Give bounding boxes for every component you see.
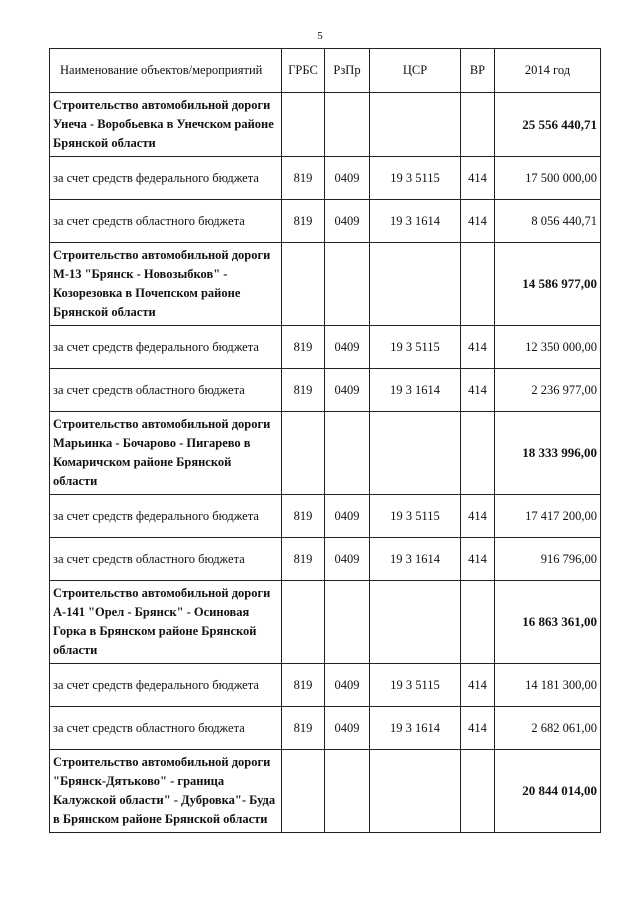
amount-cell: 14 181 300,00 <box>495 664 601 707</box>
grbs-cell: 819 <box>282 664 325 707</box>
rzpr-cell <box>325 412 370 495</box>
vr-cell <box>461 750 495 833</box>
object-name: Строительство автомобильной дороги "Брянск-Дятьково" - граница Калужской области" - Дубровка"- Буда в Брянском районе Брянской области <box>50 750 282 833</box>
amount-cell: 16 863 361,00 <box>495 581 601 664</box>
grbs-cell: 819 <box>282 538 325 581</box>
funding-row <box>50 664 601 707</box>
amount-cell: 20 844 014,00 <box>495 750 601 833</box>
vr-cell: 414 <box>461 664 495 707</box>
rzpr-cell <box>325 243 370 326</box>
csr-cell <box>370 750 461 833</box>
table-header-row <box>50 49 601 93</box>
header-rzpr: РзПр <box>325 49 370 93</box>
amount-cell: 8 056 440,71 <box>495 200 601 243</box>
grbs-cell: 819 <box>282 369 325 412</box>
object-row <box>50 750 601 833</box>
vr-cell <box>461 581 495 664</box>
object-name: Строительство автомобильной дороги М-13 "Брянск - Новозыбков" - Козорезовка в Почепском районе Брянской области <box>50 243 282 326</box>
grbs-cell <box>282 581 325 664</box>
csr-cell: 19 3 5115 <box>370 326 461 369</box>
funding-source: за счет средств областного бюджета <box>50 538 282 581</box>
funding-row <box>50 538 601 581</box>
funding-source: за счет средств областного бюджета <box>50 707 282 750</box>
rzpr-cell: 0409 <box>325 538 370 581</box>
rzpr-cell <box>325 750 370 833</box>
csr-cell: 19 3 5115 <box>370 664 461 707</box>
grbs-cell: 819 <box>282 495 325 538</box>
csr-cell <box>370 243 461 326</box>
funding-row <box>50 707 601 750</box>
amount-cell: 12 350 000,00 <box>495 326 601 369</box>
funding-row <box>50 157 601 200</box>
amount-cell: 18 333 996,00 <box>495 412 601 495</box>
csr-cell <box>370 412 461 495</box>
object-name: Строительство автомобильной дороги Унеча - Воробьевка в Унечском районе Брянской области <box>50 93 282 157</box>
rzpr-cell <box>325 93 370 157</box>
page-number: 5 <box>317 30 323 42</box>
amount-cell: 14 586 977,00 <box>495 243 601 326</box>
vr-cell: 414 <box>461 538 495 581</box>
vr-cell <box>461 412 495 495</box>
grbs-cell: 819 <box>282 326 325 369</box>
object-row <box>50 581 601 664</box>
grbs-cell: 819 <box>282 200 325 243</box>
csr-cell: 19 3 1614 <box>370 707 461 750</box>
csr-cell: 19 3 5115 <box>370 157 461 200</box>
header-name: Наименование объектов/мероприятий <box>50 49 282 93</box>
funding-row <box>50 495 601 538</box>
amount-cell: 17 500 000,00 <box>495 157 601 200</box>
header-csr: ЦСР <box>370 49 461 93</box>
header-year: 2014 год <box>495 49 601 93</box>
csr-cell: 19 3 1614 <box>370 538 461 581</box>
budget-table <box>49 48 601 833</box>
grbs-cell <box>282 93 325 157</box>
object-name: Строительство автомобильной дороги А-141 "Орел - Брянск" - Осиновая Горка в Брянском районе Брянской области <box>50 581 282 664</box>
rzpr-cell: 0409 <box>325 200 370 243</box>
object-row <box>50 93 601 157</box>
vr-cell <box>461 93 495 157</box>
grbs-cell <box>282 243 325 326</box>
amount-cell: 2 682 061,00 <box>495 707 601 750</box>
funding-source: за счет средств федерального бюджета <box>50 664 282 707</box>
amount-cell: 17 417 200,00 <box>495 495 601 538</box>
csr-cell: 19 3 1614 <box>370 369 461 412</box>
amount-cell: 2 236 977,00 <box>495 369 601 412</box>
rzpr-cell <box>325 581 370 664</box>
csr-cell: 19 3 1614 <box>370 200 461 243</box>
funding-row <box>50 200 601 243</box>
vr-cell <box>461 243 495 326</box>
grbs-cell: 819 <box>282 157 325 200</box>
object-row <box>50 412 601 495</box>
rzpr-cell: 0409 <box>325 664 370 707</box>
rzpr-cell: 0409 <box>325 326 370 369</box>
vr-cell: 414 <box>461 200 495 243</box>
rzpr-cell: 0409 <box>325 157 370 200</box>
amount-cell: 916 796,00 <box>495 538 601 581</box>
vr-cell: 414 <box>461 326 495 369</box>
rzpr-cell: 0409 <box>325 495 370 538</box>
csr-cell: 19 3 5115 <box>370 495 461 538</box>
grbs-cell <box>282 750 325 833</box>
object-name: Строительство автомобильной дороги Марьинка - Бочарово - Пигарево в Комаричском районе Брянской области <box>50 412 282 495</box>
funding-source: за счет средств областного бюджета <box>50 200 282 243</box>
funding-row <box>50 326 601 369</box>
amount-cell: 25 556 440,71 <box>495 93 601 157</box>
csr-cell <box>370 581 461 664</box>
object-row <box>50 243 601 326</box>
rzpr-cell: 0409 <box>325 707 370 750</box>
vr-cell: 414 <box>461 495 495 538</box>
grbs-cell <box>282 412 325 495</box>
funding-source: за счет средств федерального бюджета <box>50 157 282 200</box>
header-grbs: ГРБС <box>282 49 325 93</box>
vr-cell: 414 <box>461 369 495 412</box>
header-vr: ВР <box>461 49 495 93</box>
funding-source: за счет средств областного бюджета <box>50 369 282 412</box>
rzpr-cell: 0409 <box>325 369 370 412</box>
funding-row <box>50 369 601 412</box>
grbs-cell: 819 <box>282 707 325 750</box>
csr-cell <box>370 93 461 157</box>
vr-cell: 414 <box>461 707 495 750</box>
vr-cell: 414 <box>461 157 495 200</box>
funding-source: за счет средств федерального бюджета <box>50 326 282 369</box>
funding-source: за счет средств федерального бюджета <box>50 495 282 538</box>
